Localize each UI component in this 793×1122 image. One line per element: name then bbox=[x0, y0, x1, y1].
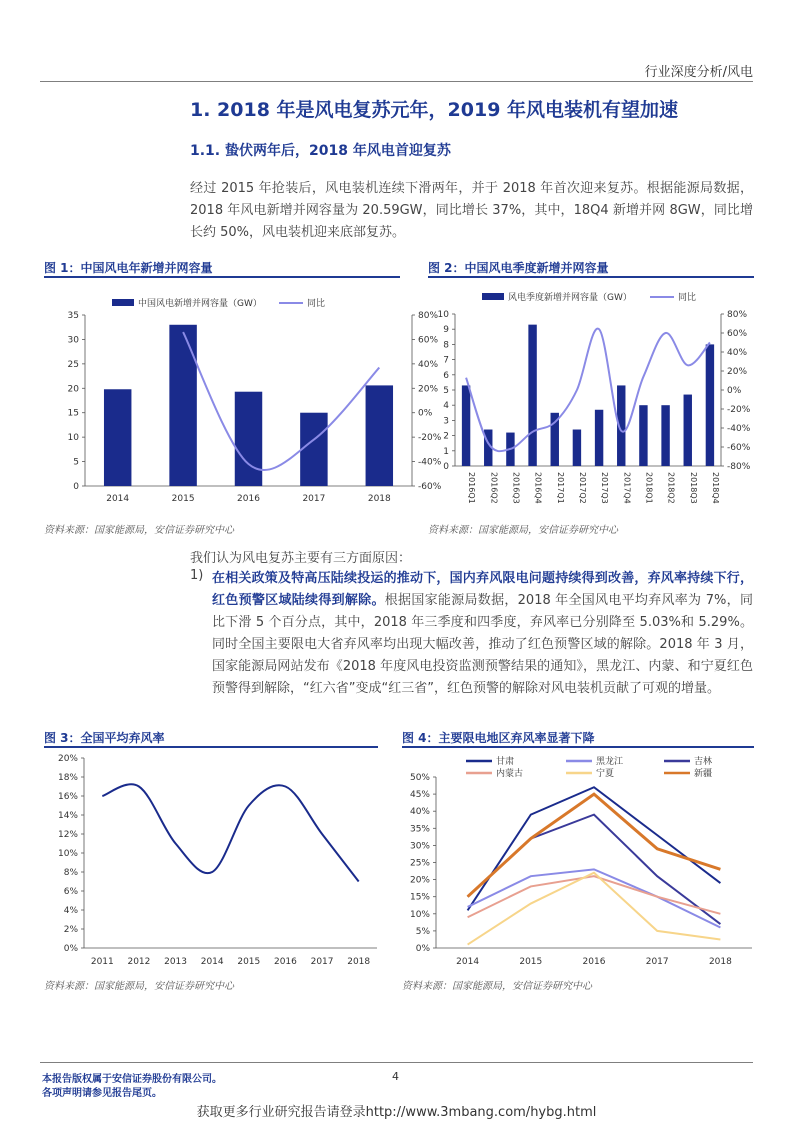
x-tick-label: 2018 bbox=[708, 957, 732, 967]
x-tick-label: 2018 bbox=[347, 957, 371, 967]
bar bbox=[684, 395, 692, 466]
y-tick-label: 16% bbox=[57, 792, 78, 802]
y-tick-label: 20% bbox=[57, 754, 78, 764]
bar bbox=[706, 344, 714, 466]
x-tick-label: 2018Q1 bbox=[644, 472, 654, 504]
intro-paragraph: 经过 2015 年抢装后，风电装机连续下滑两年，并于 2018 年首次迎来复苏。根据能源局数据，2018 年风电新增并网容量为 20.59GW，同比增长 37%，其中，18Q4 新增并网 8GW，同比增长约 50%，风电装机迎来底部复苏。 bbox=[190, 181, 753, 240]
header-divider bbox=[40, 81, 753, 82]
y-tick-label: 10% bbox=[57, 849, 78, 859]
y-tick-label: 6 bbox=[443, 370, 449, 381]
x-tick-label: 2012 bbox=[127, 957, 151, 967]
legend-line-label: 同比 bbox=[678, 293, 697, 303]
legend-bar-swatch bbox=[112, 299, 134, 306]
y2-tick-label: 0% bbox=[418, 408, 433, 419]
y-tick-label: 3 bbox=[443, 416, 449, 427]
section-heading: 1. 2018 年是风电复苏元年，2019 年风电装机有望加速 bbox=[190, 99, 679, 121]
x-tick-label: 2018Q4 bbox=[710, 472, 720, 504]
x-tick-label: 2014 bbox=[106, 494, 130, 504]
x-tick-label: 2013 bbox=[164, 957, 188, 967]
series-line bbox=[102, 784, 358, 881]
y2-tick-label: 60% bbox=[418, 335, 439, 346]
fig1-title: 图 1：中国风电年新增并网容量 bbox=[44, 261, 213, 275]
x-tick-label: 2017Q4 bbox=[622, 472, 632, 504]
x-tick-label: 2017Q1 bbox=[555, 472, 565, 504]
x-tick-label: 2016 bbox=[582, 957, 606, 967]
y-tick-label: 20% bbox=[409, 875, 430, 886]
y-tick-label: 15% bbox=[409, 892, 430, 903]
footer-copyright: 本报告版权属于安信证券股份有限公司。 bbox=[42, 1074, 222, 1085]
fig2-title: 图 2：中国风电季度新增并网容量 bbox=[428, 261, 609, 275]
x-tick-label: 2018Q2 bbox=[666, 472, 676, 504]
x-tick-label: 2016Q4 bbox=[533, 472, 543, 504]
x-tick-label: 2015 bbox=[171, 494, 195, 504]
y2-tick-label: 20% bbox=[727, 367, 748, 377]
fig1-rule bbox=[44, 276, 400, 278]
y-tick-label: 35% bbox=[409, 824, 430, 835]
series-line bbox=[468, 794, 721, 897]
y2-tick-label: 40% bbox=[727, 348, 748, 358]
reason-1-text: 根据国家能源局数据，2018 年全国风电平均弃风率为 7%，同比下滑 5 个百分点，其中，2018 年三季度和四季度，弃风率已分别降至 5.03%和 5.29%。同时全国主要限电大省弃风率均出现大幅改善，推动了红色预警区域的解除。2018 年 3 月，国家能源局网站发布《2018 年度风电投资监测预警结果的通知》，黑龙江、内蒙、和宁夏红色预警得到解除，“红六省”变成“红三省”，红色预警的解除对风电装机贡献了可观的增量。 bbox=[212, 593, 753, 696]
y-tick-label: 0% bbox=[415, 944, 430, 954]
y-tick-label: 5 bbox=[443, 386, 449, 396]
y-tick-label: 25% bbox=[409, 858, 430, 869]
x-tick-label: 2016 bbox=[237, 494, 260, 504]
series-line bbox=[183, 332, 379, 470]
legend-line-label: 同比 bbox=[307, 299, 326, 309]
y-tick-label: 10 bbox=[67, 433, 79, 444]
y-tick-label: 18% bbox=[57, 773, 78, 783]
y2-tick-label: 40% bbox=[418, 359, 439, 370]
y-tick-label: 10 bbox=[437, 310, 449, 320]
fig1-source: 资料来源：国家能源局，安信证券研究中心 bbox=[44, 525, 234, 536]
series-line bbox=[466, 329, 710, 452]
legend-bar-label: 中国风电新增并网容量（GW） bbox=[138, 299, 262, 309]
legend-label: 黑龙江 bbox=[596, 757, 624, 767]
y-tick-label: 35 bbox=[67, 311, 79, 321]
reason-1-body bbox=[212, 568, 753, 700]
y2-tick-label: 80% bbox=[418, 311, 439, 321]
fig1-chart bbox=[44, 282, 442, 510]
legend-label: 宁夏 bbox=[596, 769, 615, 779]
fig4-title: 图 4：主要限电地区弃风率显著下降 bbox=[402, 731, 595, 745]
x-tick-label: 2018 bbox=[367, 494, 391, 504]
y-tick-label: 20 bbox=[67, 384, 79, 395]
legend-label: 吉林 bbox=[694, 757, 713, 767]
page-number: 4 bbox=[392, 1070, 399, 1083]
reason-1-number: 1) bbox=[190, 568, 204, 583]
y2-tick-label: -80% bbox=[727, 462, 751, 472]
y-tick-label: 8% bbox=[63, 868, 78, 878]
series-line bbox=[468, 787, 721, 910]
legend-bar-label: 风电季度新增并网容量（GW） bbox=[508, 293, 632, 303]
x-tick-label: 2016Q3 bbox=[511, 472, 521, 504]
y-tick-label: 9 bbox=[443, 325, 449, 336]
fig2-rule bbox=[428, 276, 754, 278]
y-tick-label: 8 bbox=[443, 340, 449, 351]
x-tick-label: 2017 bbox=[302, 494, 326, 504]
y-tick-label: 4% bbox=[63, 906, 78, 916]
y-tick-label: 12% bbox=[57, 830, 78, 840]
bar bbox=[366, 385, 393, 486]
y-tick-label: 4 bbox=[443, 401, 449, 412]
legend-label: 新疆 bbox=[694, 769, 713, 779]
header-tag: 行业深度分析/风电 bbox=[644, 65, 753, 80]
y-tick-label: 25 bbox=[67, 359, 79, 370]
y-tick-label: 0 bbox=[73, 482, 79, 492]
fig2-chart bbox=[428, 282, 758, 514]
y2-tick-label: -60% bbox=[727, 443, 751, 453]
x-tick-label: 2018Q3 bbox=[688, 472, 698, 504]
y2-tick-label: -20% bbox=[418, 433, 442, 444]
legend-label: 甘肃 bbox=[496, 757, 515, 767]
y-tick-label: 0% bbox=[63, 944, 78, 954]
y2-tick-label: 80% bbox=[727, 310, 748, 320]
y-tick-label: 14% bbox=[57, 811, 78, 821]
fig4-source: 资料来源：国家能源局，安信证券研究中心 bbox=[402, 981, 592, 992]
fig3-source: 资料来源：国家能源局，安信证券研究中心 bbox=[44, 981, 234, 992]
y2-tick-label: -40% bbox=[418, 457, 442, 468]
fig2-source: 资料来源：国家能源局，安信证券研究中心 bbox=[428, 525, 618, 536]
y-tick-label: 1 bbox=[443, 446, 449, 457]
bar bbox=[169, 325, 196, 486]
y-tick-label: 6% bbox=[63, 887, 78, 897]
footer-divider bbox=[40, 1062, 753, 1063]
x-tick-label: 2016Q2 bbox=[489, 472, 499, 504]
bar bbox=[595, 410, 603, 466]
y2-tick-label: 60% bbox=[727, 329, 748, 339]
fig3-rule bbox=[44, 746, 378, 748]
bar bbox=[462, 385, 470, 466]
fig3-title: 图 3：全国平均弃风率 bbox=[44, 731, 165, 745]
y-tick-label: 7 bbox=[443, 355, 449, 366]
footer-banner: 获取更多行业研究报告请登录http://www.3mbang.com/hybg.html bbox=[196, 1105, 597, 1120]
x-tick-label: 2016 bbox=[273, 957, 297, 967]
x-tick-label: 2011 bbox=[90, 957, 114, 967]
y-tick-label: 30% bbox=[409, 841, 430, 852]
y-tick-label: 40% bbox=[409, 807, 430, 818]
x-tick-label: 2017 bbox=[310, 957, 334, 967]
x-tick-label: 2015 bbox=[519, 957, 543, 967]
fig4-rule bbox=[402, 746, 754, 748]
y-tick-label: 2% bbox=[63, 925, 78, 935]
subsection-heading: 1.1. 蛰伏两年后，2018 年风电首迎复苏 bbox=[190, 143, 451, 159]
y-tick-label: 5% bbox=[415, 926, 430, 937]
legend-bar-swatch bbox=[482, 293, 504, 300]
bar bbox=[104, 389, 131, 486]
fig3-chart bbox=[44, 750, 384, 972]
legend-label: 内蒙古 bbox=[496, 769, 524, 779]
reason-1-bold: 在相关政策及特高压陆续投运的推动下，国内弃风限电问题持续得到改善，弃风率持续下行，红色预警区域陆续得到解除。 bbox=[212, 571, 753, 608]
y-tick-label: 50% bbox=[409, 773, 430, 783]
y-tick-label: 0 bbox=[443, 462, 449, 472]
bar bbox=[528, 325, 536, 466]
x-tick-label: 2017 bbox=[645, 957, 669, 967]
x-tick-label: 2014 bbox=[456, 957, 480, 967]
y2-tick-label: -60% bbox=[418, 482, 442, 492]
y-tick-label: 15 bbox=[67, 408, 79, 419]
y2-tick-label: 20% bbox=[418, 384, 439, 395]
x-tick-label: 2017Q2 bbox=[577, 472, 587, 504]
y-tick-label: 2 bbox=[443, 431, 449, 442]
bar bbox=[300, 413, 327, 486]
y2-tick-label: -40% bbox=[727, 424, 751, 434]
footer-disclaimer: 各项声明请参见报告尾页。 bbox=[42, 1088, 162, 1099]
reasons-intro: 我们认为风电复苏主要有三方面原因： bbox=[190, 551, 412, 566]
x-tick-label: 2015 bbox=[237, 957, 261, 967]
bar bbox=[573, 430, 581, 466]
y2-tick-label: -20% bbox=[727, 405, 751, 415]
y-tick-label: 10% bbox=[409, 909, 430, 920]
y2-tick-label: 0% bbox=[727, 386, 742, 396]
series-line bbox=[468, 876, 721, 917]
x-tick-label: 2017Q3 bbox=[600, 472, 610, 504]
bar bbox=[639, 405, 647, 466]
y-tick-label: 5 bbox=[73, 457, 79, 468]
x-tick-label: 2014 bbox=[200, 957, 224, 967]
bar bbox=[661, 405, 669, 466]
y-tick-label: 45% bbox=[409, 790, 430, 801]
fig4-chart bbox=[402, 750, 758, 972]
bar bbox=[235, 392, 262, 486]
x-tick-label: 2016Q1 bbox=[467, 472, 477, 504]
y-tick-label: 30 bbox=[67, 335, 79, 346]
